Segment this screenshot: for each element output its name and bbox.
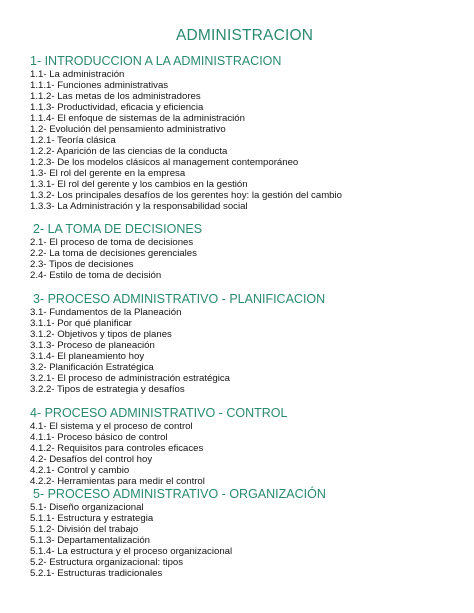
toc-item: 2.3- Tipos de decisiones: [30, 259, 134, 270]
toc-item: 3.1.1- Por qué planificar: [30, 318, 132, 329]
section-heading-5: 5- PROCESO ADMINISTRATIVO - ORGANIZACIÓN: [33, 487, 326, 501]
toc-item: 3.1.2- Objetivos y tipos de planes: [30, 329, 172, 340]
toc-item: 4.1- El sistema y el proceso de control: [30, 421, 193, 432]
toc-item: 5.1.2- División del trabajo: [30, 524, 139, 535]
section-heading-2: 2- LA TOMA DE DECISIONES: [33, 222, 203, 236]
toc-item: 3.1.3- Proceso de planeación: [30, 340, 155, 351]
toc-item: 4.2- Desafíos del control hoy: [30, 454, 153, 465]
section-heading-3: 3- PROCESO ADMINISTRATIVO - PLANIFICACION: [33, 292, 326, 306]
toc-item: 1.3.2- Los principales desafíos de los gerentes hoy: la gestión del cambio: [30, 190, 342, 201]
toc-item: 5.1.1- Estructura y estrategia: [30, 513, 154, 524]
toc-item: 1.2.2- Aparición de las ciencias de la conducta: [30, 146, 228, 157]
toc-item: 1.2.1- Teoría clásica: [30, 135, 116, 146]
section-heading-4: 4- PROCESO ADMINISTRATIVO - CONTROL: [30, 406, 288, 420]
toc-item: 5.1.4- La estructura y el proceso organizacional: [30, 546, 233, 557]
toc-item: 1.1.2- Las metas de los administradores: [30, 91, 201, 102]
toc-item: 1.2- Evolución del pensamiento administrativo: [30, 124, 226, 135]
toc-item: 5.2.1- Estructuras tradicionales: [30, 568, 163, 579]
toc-item: 4.2.2- Herramientas para medir el control: [30, 476, 205, 487]
toc-item: 2.1- El proceso de toma de decisiones: [30, 237, 194, 248]
toc-item: 4.1.2- Requisitos para controles eficaces: [30, 443, 204, 454]
toc-item: 1.2.3- De los modelos clásicos al management contemporáneo: [30, 157, 299, 168]
toc-item: 2.4- Estilo de toma de decisión: [30, 270, 162, 281]
toc-item: 4.1.1- Proceso básico de control: [30, 432, 168, 443]
toc-item: 3.1- Fundamentos de la Planeación: [30, 307, 182, 318]
toc-item: 5.1.3- Departamentalización: [30, 535, 150, 546]
toc-item: 1.3.3- La Administración y la responsabilidad social: [30, 201, 248, 212]
toc-item: 3.2- Planificación Estratégica: [30, 362, 154, 373]
section-heading-1: 1- INTRODUCCION A LA ADMINISTRACION: [30, 54, 282, 68]
toc-item: 1.1.4- El enfoque de sistemas de la administración: [30, 113, 245, 124]
document-title: ADMINISTRACION: [176, 27, 314, 44]
toc-item: 4.2.1- Control y cambio: [30, 465, 130, 476]
toc-item: 3.2.1- El proceso de administración estratégica: [30, 373, 230, 384]
toc-item: 1.1.1- Funciones administrativas: [30, 80, 169, 91]
toc-item: 2.2- La toma de decisiones gerenciales: [30, 248, 197, 259]
toc-item: 1.1.3- Productividad, eficacia y eficiencia: [30, 102, 204, 113]
toc-item: 3.2.2- Tipos de estrategia y desafíos: [30, 384, 185, 395]
toc-item: 5.2- Estructura organizacional: tipos: [30, 557, 184, 568]
toc-item: 5.1- Diseño organizacional: [30, 502, 144, 513]
toc-item: 1.3.1- El rol del gerente y los cambios en la gestión: [30, 179, 248, 190]
toc-item: 1.3- El rol del gerente en la empresa: [30, 168, 186, 179]
toc-item: 1.1- La administración: [30, 69, 125, 80]
toc-item: 3.1.4- El planeamiento hoy: [30, 351, 145, 362]
